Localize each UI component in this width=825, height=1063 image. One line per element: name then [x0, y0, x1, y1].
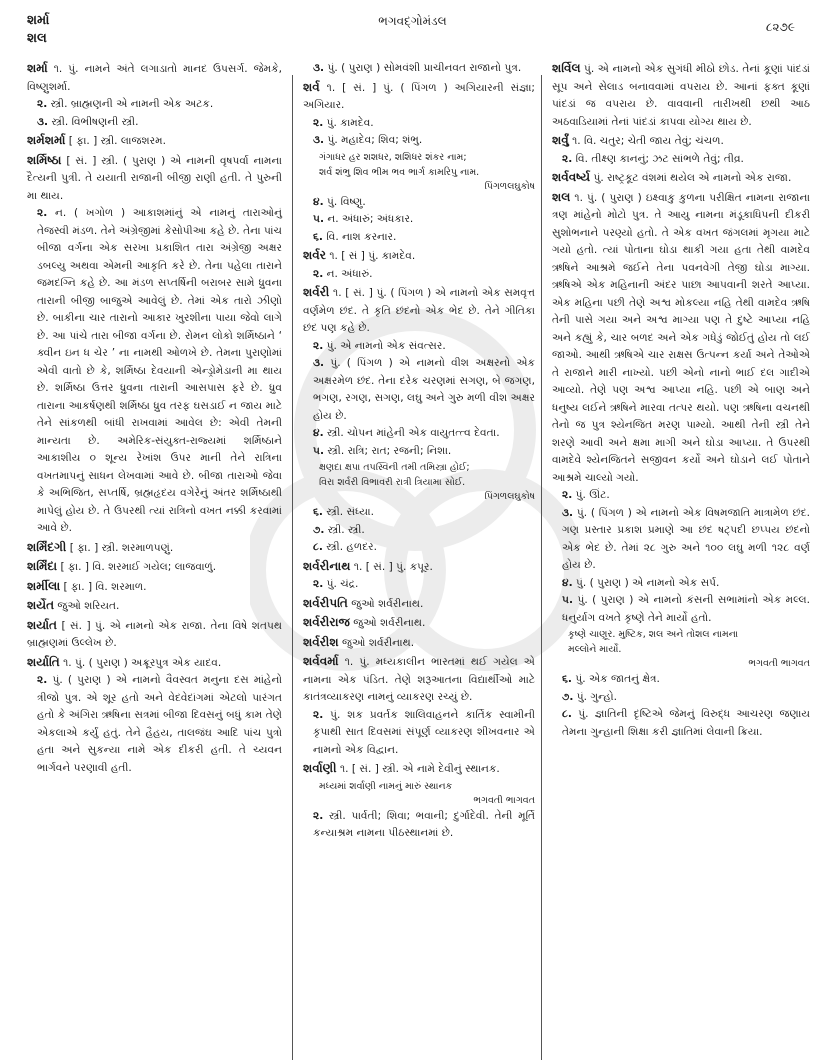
headword: શર્મશર્મા — [27, 133, 66, 147]
dictionary-entry — [303, 284, 535, 557]
sense-text: પું. ઊંટ. — [575, 489, 610, 501]
definition-sense — [552, 575, 810, 593]
sense-text: પું. ( પુરાણ ) સોમવંશી પ્રાચીનવત રાજાનો પુત્ર. — [327, 62, 522, 74]
headword: શર્મીલા — [27, 578, 61, 593]
citation-source: પિંગળલઘુકોષ — [484, 180, 535, 192]
definition-sense — [303, 247, 535, 266]
column-divider — [292, 75, 293, 1060]
citation-verse: વિરા શર્વરી વિભાવરી રાત્રી ત્રિયામા સોઈ. — [319, 477, 466, 488]
definition-sense — [303, 576, 535, 594]
sense-number: ૪. — [313, 195, 324, 208]
sense-text: સ્ત્રી. હળદર. — [326, 541, 377, 553]
sense-number: ૨. — [313, 809, 324, 822]
dictionary-entry — [303, 614, 535, 633]
dictionary-entry — [303, 79, 535, 247]
definition-sense — [552, 706, 810, 741]
sense-text: વિ. તીક્ષ્ણ કાનનું; ઝટ સાંભળે તેવું; તીવ્ર. — [575, 152, 744, 165]
sense-text: [ ફા. ] સ્ત્રી. શરમાળપણું. — [69, 541, 174, 554]
sense-text: પું. નામને અંતે લગાડાતો માનદ ઉપસર્ગ. જેમકે, વિષ્ણુશર્મા. — [27, 63, 282, 93]
definition-sense — [303, 595, 535, 614]
sense-number: ૨. — [562, 489, 573, 501]
sense-text: પું. ગુન્હો. — [576, 690, 617, 703]
sense-number: ૧. — [63, 656, 72, 669]
sense-text: પું. વિષ્ણુ. — [326, 195, 366, 208]
dictionary-entry — [303, 653, 535, 759]
definition-sense — [303, 504, 535, 522]
sense-number: ૨. — [313, 116, 324, 129]
headword: શર્યાત — [27, 617, 57, 632]
headword: શર્મિંદા — [27, 559, 58, 573]
sense-number: ૮. — [313, 541, 323, 553]
dictionary-entry — [303, 247, 535, 283]
definition-sense — [552, 60, 810, 131]
definition-sense — [27, 132, 282, 151]
sense-text: જુઓ શર્વરીનાથ. — [351, 597, 424, 610]
definition-sense — [552, 487, 810, 505]
definition-sense — [303, 707, 535, 760]
sense-text: સ્ત્રી. પાર્વતી; શિવા; ભવાની; દુર્ગાદેવી. તેની મૂર્તિ કન્યાશ્રમ નામના પીઠસ્થાનમાં છે. — [313, 809, 536, 839]
column-1 — [27, 60, 282, 778]
column-divider — [541, 75, 542, 1060]
definition-sense — [27, 617, 282, 653]
sense-text: જુઓ શર્વરીનાથ. — [353, 617, 426, 629]
citation-verse: કૃષ્ણે ચાણૂર. મુષ્ટિક, શલ અને તોશલ નામના — [568, 629, 739, 640]
sense-number: ૧. — [339, 763, 349, 775]
sense-text: સ્ત્રી. સંધ્યા. — [326, 506, 374, 518]
definition-sense — [552, 505, 810, 575]
sense-text: [ સં. ] સ્ત્રી. ( પુરાણ ) એ નામની વૃષપર્વા નામના દૈત્યની પુત્રી. તે યયાતી રાજાની બીજી રાણી હતી. તે પુરુની મા થાય. — [27, 154, 282, 202]
sense-number: ૨. — [313, 578, 324, 590]
definition-sense — [303, 132, 535, 150]
headword: શર્મિંદગી — [27, 539, 67, 554]
sense-text: જુઓ શર્વરીનાથ. — [342, 636, 415, 649]
headword: શર્વ — [303, 79, 320, 94]
definition-sense — [27, 96, 282, 114]
sense-number: ૨. — [37, 674, 48, 686]
sense-number: ૨. — [313, 339, 324, 352]
sense-text: [ સં. ] પું. કપૂર. — [365, 560, 433, 573]
sense-number: ૨. — [562, 152, 573, 165]
dictionary-entry — [27, 597, 282, 616]
dictionary-entry — [552, 132, 810, 168]
sense-number: ૮. — [562, 708, 572, 720]
headword: શર્વરીશ — [303, 634, 339, 649]
definition-sense — [303, 425, 535, 443]
definition-sense — [303, 539, 535, 557]
sense-text: વિ. ચતુર; ચેતી જાય તેવું; ચંચળ. — [584, 135, 724, 147]
definition-sense — [303, 760, 535, 779]
sense-number: ૧. — [329, 250, 338, 262]
sense-number: ૩. — [562, 506, 574, 519]
column-2 — [303, 60, 535, 844]
sense-text: ન. ( ખગોળ ) આકાશમાંનું એ નામનું તારાઓનું તેજસ્વી મંડળ. તેને અંગ્રેજીમાં કેસોપીઆ કહે છે. તેના પાંચ બીજા વર્ગના એક સરખા પ્રકાશિત તારા અંગ્રેજી અક્ષર ડબલ્યુ અથવા એમની આકૃતિ કરે છે. તેના પહેલા તારાને જમદગ્નિ કહે છે. આ મંડળ સપ્તર્ષિની બરાબર સામે ધ્રુવના તારાની બીજી બાજુએ આવેલું છે. તેમાં એક તારો ઝીણો છે. બાકીના ચાર તારાનો આકાર ખુરશીના પાયા જેવો લાગે છે. આ પાંચે તારા બીજા વર્ગના છે. રોમન લોકો શર્મિષ્ઠાને ‘ ક્વીન ઇન ધ ચેર ’ ના નામથી ઓળખે છે. તેમના પુરાણોમાં એવી વાતો છે કે, શર્મિષ્ઠા દેવયાની એન્ડ્રોમેડાની મા થાય છે. શર્મિષ્ઠા ઉત્તર ધ્રુવના તારાની આસપાસ ફરે છે. ધ્રુવ તારાના આકર્ષણથી શર્મિષ્ઠા ધ્રુવ તરફ ઘસડાઈ ન જાય માટે તેને સાંકળથી બાંધી રાખવામાં આવેલ છે: એવી તેમની માન્યતા છે. અમેરિક-સંયુક્ત-રાજ્યમાં શર્મિષ્ઠાને આકાશીય ૦ શૂન્ય રેખાંશ ઉપર માની તેને રાત્રિના વખતમાપનું સાધન લેખવામાં આવે છે. બીજા તારાઓ જેવા કે અભિજિત, સપ્તર્ષિ, બ્રહ્મહૃદય વગેરેનું અંતર શર્મિષ્ઠાથી માપેલું હોય છે. તે ઉપરથી ત્યાં રાત્રિનો વખત નક્કી કરવામાં આવે છે. — [37, 207, 282, 534]
definition-sense — [552, 689, 810, 707]
sense-number: ૩. — [313, 62, 325, 74]
definition-sense — [27, 672, 282, 777]
definition-sense — [303, 229, 535, 247]
definition-sense — [552, 132, 810, 151]
sense-text: પું. મહાદેવ; શિવ; શંભુ. — [327, 134, 423, 146]
definition-sense — [303, 194, 535, 212]
sense-number: ૩. — [37, 115, 49, 128]
sense-number: ૫. — [562, 594, 573, 606]
sense-text: [ ફા. ] સ્ત્રી. લાજશરમ. — [68, 135, 166, 147]
dictionary-entry — [303, 60, 535, 78]
sense-number: ૧. — [572, 135, 581, 147]
definition-sense — [552, 169, 810, 188]
headword: શર્વરી — [303, 285, 330, 299]
definition-sense — [27, 578, 282, 597]
sense-text: સ્ત્રી. વિભીષણની સ્ત્રી. — [51, 115, 139, 128]
definition-sense — [27, 539, 282, 558]
sense-number: ૨. — [37, 98, 48, 110]
citation-verse: મધ્યમાં શર્વાણી નામનું મારું સ્થાનક — [319, 780, 453, 792]
definition-sense — [303, 558, 535, 577]
citation-verse: મલ્લોને માર્યો. — [568, 644, 622, 655]
sense-number: ૧. — [53, 63, 63, 75]
sense-text: પું. જ્ઞાતિની દૃષ્ટિએ જેમનું વિરુદ્ધ આચરણ જણાય તેમના ગુન્હાની શિક્ષા કરી જ્ઞાતિમાં લેવાની ક્રિયા. — [562, 708, 810, 738]
sense-number: ૧. — [326, 81, 336, 94]
sense-number: ૩. — [313, 134, 325, 146]
dictionary-entry — [27, 617, 282, 653]
definition-sense — [303, 614, 535, 633]
definition-sense — [27, 558, 282, 577]
sense-number: ૧. — [333, 287, 342, 299]
dictionary-entry — [27, 539, 282, 558]
definition-sense — [303, 266, 535, 284]
sense-number: ૨. — [313, 708, 324, 721]
dictionary-entry — [303, 558, 535, 594]
sense-number: ૪. — [562, 576, 573, 589]
dictionary-entry — [27, 152, 282, 538]
sense-text: વિ. નાશ કરનાર. — [326, 230, 397, 243]
headword: શર્યાતિ — [27, 654, 60, 669]
sense-text: પું. ( પુરાણ ) એ નામનો વૈવસ્વત મનુના દસ માંહેનો ત્રીજો પુત્ર. એ શૂર હતો અને વેદવેદાંગમાં એટલો પારંગત હતો કે અંગિરા ઋષિના સત્રમાં બીજા દિવસનું બધું કામ તેણે એકલાએ કર્યું હતું. તેને હૈહય, તાલજંઘ આદિ પાંચ પુત્રો હતા અને સુકન્યા નામે એક દીકરી હતી. તે ચ્યવન ભાર્ગવને પરણાવી હતી. — [37, 674, 282, 774]
book-title: ભગવદ્ગોમંડલ — [378, 14, 447, 28]
sense-number: ૧. — [574, 191, 583, 204]
sense-text: પું. એક જાતનું ક્ષેત્ર. — [575, 673, 660, 685]
sense-text: પું. ( પિંગળ ) એ નામનો વીશ અક્ષરનો એક અક્ષરમેળ છંદ. તેના દરેક ચરણમાં સગણ, બે જગણ, ભગણ, રગણ, સગણ, લઘુ અને ગુરુ મળી વીશ અક્ષર હોય છે. — [313, 357, 535, 422]
sense-number: ૨. — [37, 207, 48, 219]
sense-number: ૫. — [313, 444, 324, 457]
column-3 — [552, 60, 810, 742]
sense-text: જુઓ શરિયત. — [57, 600, 120, 612]
sense-text: સ્ત્રી. ચોપન માંહેની એક વાયુતત્ત્વ દેવતા. — [326, 427, 500, 439]
sense-number: ૫. — [313, 213, 324, 225]
definition-sense — [303, 634, 535, 653]
definition-sense — [303, 355, 535, 425]
sense-text: ન. અંધારું. — [326, 267, 373, 280]
page-number: ૮૨૭૯ — [765, 20, 795, 34]
sense-number: ૭. — [562, 690, 574, 703]
citation-source: ભગવતી ભાગવત — [748, 658, 810, 669]
headword: શર્વવર્મા — [303, 654, 339, 668]
citation-verse: ક્ષણદા ક્ષપા તપસ્વિની તમી તમિસ્ત્રા હોઈ; — [319, 462, 470, 473]
headword: શર્વું — [552, 133, 569, 147]
sense-text: પું. એ નામનો એક સંવત્સર. — [326, 339, 446, 352]
headword: શર્મિષ્ઠા — [27, 152, 62, 167]
definition-sense — [27, 114, 282, 132]
definition-sense — [27, 205, 282, 538]
definition-sense — [303, 79, 535, 115]
sense-number: ૧. — [344, 656, 354, 668]
sense-text: [ ફા. ] વિ. શરમાળ. — [63, 580, 147, 593]
sense-number: ૬. — [313, 506, 323, 518]
citation-verse: શર્વ શંભુ શિવ ભીમ ભવ ભાર્ગ કામરિપુ નામ. — [319, 166, 480, 178]
definition-sense — [27, 152, 282, 206]
definition-sense — [303, 443, 535, 461]
dictionary-entry — [552, 60, 810, 131]
dictionary-entry — [303, 760, 535, 843]
sense-text: પું. ( પિંગળ ) એ નામનો એક વિષમજાતિ માત્રામેળ છંદ. ગણ પ્રસ્તાર પ્રકાશ પ્રમાણે આ છંદ ષટ્પદી છપ્પય છંદનો એક ભેદ છે. તેમાં ૨૮ ગુરુ અને ૧૦૦ લઘુ મળી ૧૨૮ વર્ણ હોય છે. — [562, 506, 810, 571]
sense-text: [ સં ] પું. કામદેવ. — [341, 250, 416, 262]
headword: શર્વરીનાથ — [303, 558, 351, 573]
sense-number: ૧. — [353, 560, 363, 573]
sense-text: પું. ( પુરાણ ) એ નામનો એક સર્પ. — [575, 576, 720, 589]
guide-word-first: શર્મા — [27, 13, 50, 28]
headword: શર્વરીરાજ — [303, 615, 350, 629]
dictionary-entry — [303, 595, 535, 614]
definition-sense — [27, 654, 282, 673]
dictionary-entry — [27, 132, 282, 151]
sense-text: [ ફા. ] વિ. શરમાઈ ગયેલ; લાજવાળું. — [60, 561, 217, 573]
headword: શર્મા — [27, 61, 48, 75]
definition-sense — [303, 338, 535, 356]
headword: શર્વિલ — [552, 61, 581, 75]
dictionary-entry — [27, 60, 282, 131]
headword: શર્વર — [303, 248, 326, 262]
definition-sense — [303, 60, 535, 78]
definition-sense — [303, 115, 535, 133]
sense-text: સ્ત્રી. બ્રાહ્મણની એ નામની એક અટક. — [50, 98, 214, 110]
definition-sense — [303, 808, 535, 843]
headword: શર્વાણી — [303, 761, 337, 775]
headword: શલ — [552, 189, 571, 204]
definition-sense — [303, 653, 535, 707]
sense-number: ૬. — [562, 673, 572, 685]
sense-text: પું. ( પુરાણ ) અક્રૂરપુત્ર એક યાદવ. — [75, 656, 222, 669]
definition-sense — [552, 592, 810, 627]
definition-sense — [303, 211, 535, 229]
sense-text: [ સં. ] સ્ત્રી. એ નામે દેવીનું સ્થાનક. — [351, 763, 500, 775]
headword: શર્યેત — [27, 598, 55, 612]
sense-text: પું. ( પુરાણ ) એ નામનો કંસની સભામાંનો એક મલ્લ. ધનુર્યાગ વખતે કૃષ્ણે તેને માર્યો હતો. — [562, 594, 810, 624]
sense-text: [ સં. ] પું. ( પિંગળ ) અગિયારની સંજ્ઞા; અગિયાર. — [303, 81, 536, 111]
sense-number: ૨. — [313, 267, 324, 280]
sense-text: ન. અંધારું; અંધકાર. — [327, 213, 414, 225]
sense-text: સ્ત્રી. રાત્રિ; રાત; રજની; નિશા. — [327, 444, 452, 457]
sense-text: પું. મધ્યકાલીન ભારતમાં થઈ ગયેલ એ નામના એક પંડિત. તેણે શરૂઆતના વિદ્યાર્થીઓ માટે કાતંત્રવ્યાકરણ નામનું વ્યાકરણ રચ્યું છે. — [303, 656, 535, 703]
citation-verse: ગંગાધર હર શશધર, શશિધર શંકર નામ; — [319, 151, 467, 163]
definition-sense — [27, 597, 282, 616]
dictionary-entry — [27, 654, 282, 778]
sense-text: પું. એ નામનો એક સુગંધી મીઠો છોડ. તેનાં કૂણાં પાંદડાં સૂપ અને સેલાડ બનાવવામાં વપરાય છે. આનાં ફક્ત કૂણાં પાંદડાં જ વપરાય છે. વાવવાની તારીખથી છથી આઠ અઠવાડિયામાં તેનાં પાંદડાં કાપવા યોગ્ય થાય છે. — [552, 63, 810, 128]
sense-text: [ સં. ] પું. એ નામનો એક રાજા. તેના વિષે શતપથ બ્રાહ્મણમાં ઉલ્લેખ છે. — [27, 619, 282, 649]
sense-text: પું. ( પુરાણ ) ઇક્ષ્વાકુ કુળના પરીક્ષિત નામના રાજાના ત્રણ માંહેનો મોટો પુત્ર. તે આયુ નામના મંડૂકાધિપની દીકરી સુશોભનાને પરણ્યો હતો. તે એક વખત જંગલમાં મૃગયા માટે ગયો હતો. ત્યાં પોતાના ઘોડા થાકી ગયા હતા તેથી વામદેવ ઋષિને આશ્રમે જઈને તેના પવનવેગી તેજી ઘોડા માગ્યા. ઋષિએ એક મહિનાની અંદર પાછા આપવાની શરતે આપ્યા. એક મહિના પછી તેણે અશ્વ મોકલ્યા નહિ તેથી વામદેવ ઋષિ તેની પાસે ગયા અને અશ્વ માગ્યા પણ તે દુષ્ટે આપ્યા નહિ અને કહ્યું કે, ચાર બળદ અને એક ગધેડું જોઈતું હોય તો લઈ જાઓ. આથી ઋષિએ ચાર રાક્ષસ ઉત્પન્ન કર્યા અને તેઓએ તે રાજાને મારી નાખ્યો. પછી એનો નાનો ભાઈ દલ ગાદીએ આવ્યો. તેણે પણ અશ્વ આપ્યા નહિ. પછી એ બાણ અને ધનુષ્ય લઈને ઋષિને મારવા તત્પર થયો. પણ ઋષિના વચનથી તેનો જ પુત્ર શ્યેનજિત મરણ પામ્યો. આથી તેની સ્ત્રી તેને શરણે આવી અને ક્ષમા માગી અને ઘોડા આપ્યા. તે ઉપરથી વામદેવે શ્યેનજિતને સજીવન કર્યો અને ઘોડાને લઈ પોતાને આશ્રમે ચાલ્યો ગયો. — [552, 191, 810, 484]
definition-sense — [27, 60, 282, 96]
definition-sense — [303, 522, 535, 540]
dictionary-entry — [27, 558, 282, 577]
definition-sense — [552, 151, 810, 169]
sense-text: પું. શક પ્રવર્તક શાલિવાહનને કાર્તિક સ્વામીની કૃપાથી સાત દિવસમાં સંપૂર્ણ વ્યાકરણ શીખવનાર એ નામનો એક વિદ્વાન. — [313, 708, 535, 756]
headword: શર્વરીપતિ — [303, 595, 348, 610]
dictionary-entry — [303, 634, 535, 653]
sense-text: પું. ચંદ્ર. — [326, 578, 359, 590]
sense-text: [ સં. ] પું. ( પિંગળ ) એ નામનો એક સમવૃત્ત વર્ણમેળ છંદ. તે કૃતિ છંદનો એક ભેદ છે. તેને ગીતિકા છંદ પણ કહે છે. — [303, 287, 535, 334]
dictionary-entry — [552, 169, 810, 188]
sense-number: ૪. — [313, 427, 324, 439]
sense-number: ૭. — [313, 523, 325, 536]
dictionary-entry — [552, 189, 810, 742]
definition-sense — [552, 671, 810, 689]
definition-sense — [303, 284, 535, 338]
citation-source: ભગવતી ભાગવત — [473, 794, 535, 806]
sense-number: ૬. — [313, 230, 323, 243]
headword: શર્વવર્ષ્ય — [552, 170, 591, 184]
sense-text: પું. કામદેવ. — [326, 116, 374, 129]
sense-text: પું. રાષ્ટ્રકૂટ વંશમાં થયેલ એ નામનો એક રાજા. — [593, 172, 792, 184]
definition-sense — [552, 189, 810, 488]
dictionary-entry — [27, 578, 282, 597]
citation-source: પિંગળલઘુકોષ — [484, 491, 535, 502]
sense-text: સ્ત્રી. સ્ત્રી. — [327, 523, 365, 536]
guide-word-last: શલ — [27, 31, 47, 46]
sense-number: ૩. — [313, 357, 325, 369]
